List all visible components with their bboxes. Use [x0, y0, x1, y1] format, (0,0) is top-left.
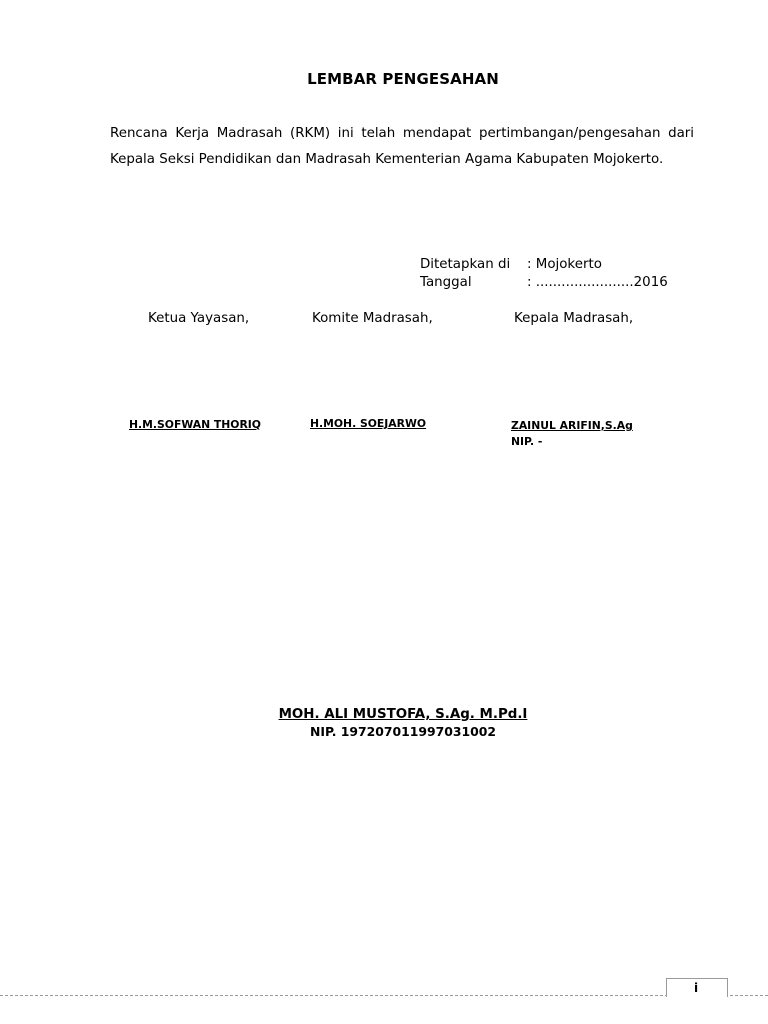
page-title: LEMBAR PENGESAHAN — [307, 70, 499, 88]
role-komite-madrasah: Komite Madrasah, — [312, 311, 433, 326]
head-signer-name: MOH. ALI MUSTOFA, S.Ag. M.Pd.I — [278, 707, 528, 722]
role-kepala-madrasah: Kepala Madrasah, — [514, 311, 634, 326]
signer-name-kepala-madrasah: ZAINUL ARIFIN,S.Ag — [511, 419, 633, 432]
signer-nip-kepala-madrasah: NIP. - — [511, 435, 543, 448]
page-number: i — [693, 981, 699, 995]
date-label: Tanggal — [420, 275, 472, 290]
body-paragraph-line-2: Kepala Seksi Pendidikan dan Madrasah Kementerian Agama Kabupaten Mojokerto. — [110, 152, 664, 167]
place-label: Ditetapkan di — [420, 257, 511, 272]
role-ketua-yayasan: Ketua Yayasan, — [148, 311, 250, 326]
signer-name-komite-madrasah: H.MOH. SOEJARWO — [310, 417, 427, 430]
body-paragraph-line-1: Rencana Kerja Madrasah (RKM) ini telah mendapat pertimbangan/pengesahan dari — [110, 126, 694, 141]
head-signer-nip: NIP. 197207011997031002 — [310, 724, 496, 739]
date-value: : .......................2016 — [527, 275, 668, 290]
place-value: : Mojokerto — [527, 257, 602, 272]
signer-name-ketua-yayasan: H.M.SOFWAN THORIQ — [129, 418, 261, 431]
footer-divider — [0, 995, 768, 996]
